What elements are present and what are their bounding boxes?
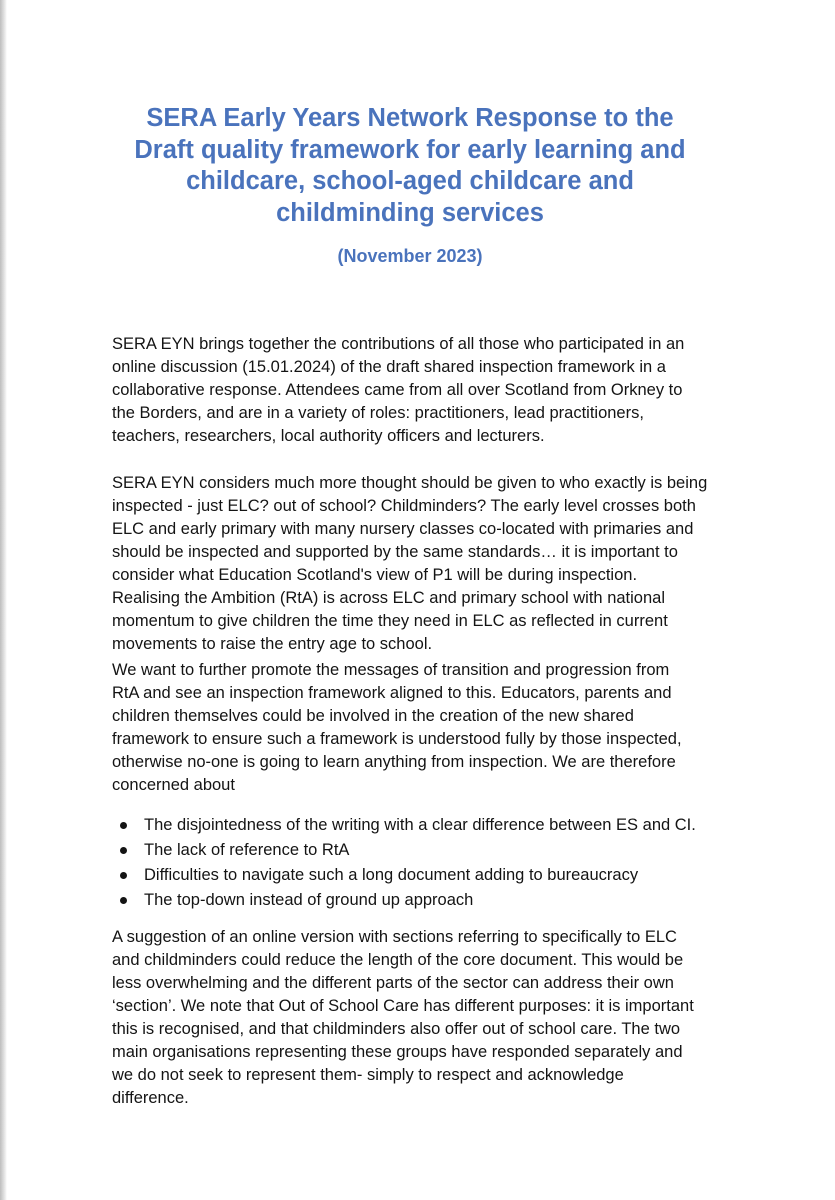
list-item-text: The top-down instead of ground up approach	[144, 891, 474, 909]
paragraph-line: collaborative response. Attendees came from all over Scotland from Orkney to	[112, 381, 683, 399]
paragraph-transition	[112, 659, 752, 797]
paragraph-line: less overwhelming and the different parts of the sector can address their own	[112, 974, 674, 992]
bullet-icon	[120, 897, 127, 904]
paragraph-line: RtA and see an inspection framework aligned to this. Educators, parents and	[112, 684, 672, 702]
bullet-icon	[120, 872, 127, 879]
paragraph-line: SERA EYN brings together the contributions of all those who participated in an	[112, 335, 685, 353]
paragraph-line: otherwise no-one is going to learn anything from inspection. We are therefore	[112, 753, 676, 771]
paragraph-line: ELC and early primary with many nursery classes co-located with primaries and	[112, 520, 694, 538]
paragraph-scope	[112, 472, 752, 656]
paragraph-line: Realising the Ambition (RtA) is across ELC and primary school with national	[112, 589, 665, 607]
document-title	[60, 103, 760, 229]
paragraph-line: and childminders could reduce the length of the core document. This would be	[112, 951, 684, 969]
paragraph-line: should be inspected and supported by the same standards… it is important to	[112, 543, 678, 561]
list-item-text: The lack of reference to RtA	[144, 841, 350, 859]
paragraph-line: teachers, researchers, local authority officers and lecturers.	[112, 427, 545, 445]
list-item	[112, 838, 752, 863]
page-edge-shadow	[0, 0, 7, 1200]
paragraph-line: SERA EYN considers much more thought should be given to who exactly is being	[112, 474, 708, 492]
bullet-icon	[120, 822, 127, 829]
paragraph-line: main organisations representing these groups have responded separately and	[112, 1043, 683, 1061]
paragraph-line: movements to raise the entry age to school.	[112, 635, 433, 653]
paragraph-line: consider what Education Scotland's view of P1 will be during inspection.	[112, 566, 638, 584]
paragraph-line: momentum to give children the time they need in ELC as reflected in current	[112, 612, 668, 630]
paragraph-line: difference.	[112, 1089, 189, 1107]
paragraph-line: inspected - just ELC? out of school? Childminders? The early level crosses both	[112, 497, 696, 515]
paragraph-line: ‘section’. We note that Out of School Care has different purposes: it is important	[112, 997, 694, 1015]
title-line: Draft quality framework for early learning and	[134, 135, 686, 164]
paragraph-line: framework to ensure such a framework is understood fully by those inspected,	[112, 730, 682, 748]
list-item	[112, 863, 752, 888]
list-item	[112, 888, 752, 913]
paragraph-line: We want to further promote the messages of transition and progression from	[112, 661, 670, 679]
title-line: childminding services	[276, 198, 544, 227]
bullet-icon	[120, 847, 127, 854]
paragraph-intro	[112, 333, 752, 448]
paragraph-line: A suggestion of an online version with sections referring to specifically to ELC	[112, 928, 677, 946]
paragraph-suggestion	[112, 926, 752, 1110]
paragraph-line: concerned about	[112, 776, 235, 794]
paragraph-line: the Borders, and are in a variety of roles: practitioners, lead practitioners,	[112, 404, 644, 422]
title-line: SERA Early Years Network Response to the	[146, 104, 674, 132]
list-item-text: The disjointedness of the writing with a clear difference between ES and CI.	[144, 816, 696, 834]
title-line: childcare, school-aged childcare and	[186, 167, 634, 195]
paragraph-line: children themselves could be involved in the creation of the new shared	[112, 707, 634, 725]
paragraph-line: this is recognised, and that childminders also offer out of school care. The two	[112, 1020, 681, 1038]
paragraph-line: online discussion (15.01.2024) of the draft shared inspection framework in a	[112, 358, 666, 376]
paragraph-line: we do not seek to represent them- simply to respect and acknowledge	[112, 1066, 624, 1084]
document-date: (November 2023)	[337, 246, 483, 266]
list-item	[112, 813, 752, 838]
list-item-text: Difficulties to navigate such a long document adding to bureaucracy	[144, 866, 639, 884]
concerns-list	[112, 813, 752, 913]
